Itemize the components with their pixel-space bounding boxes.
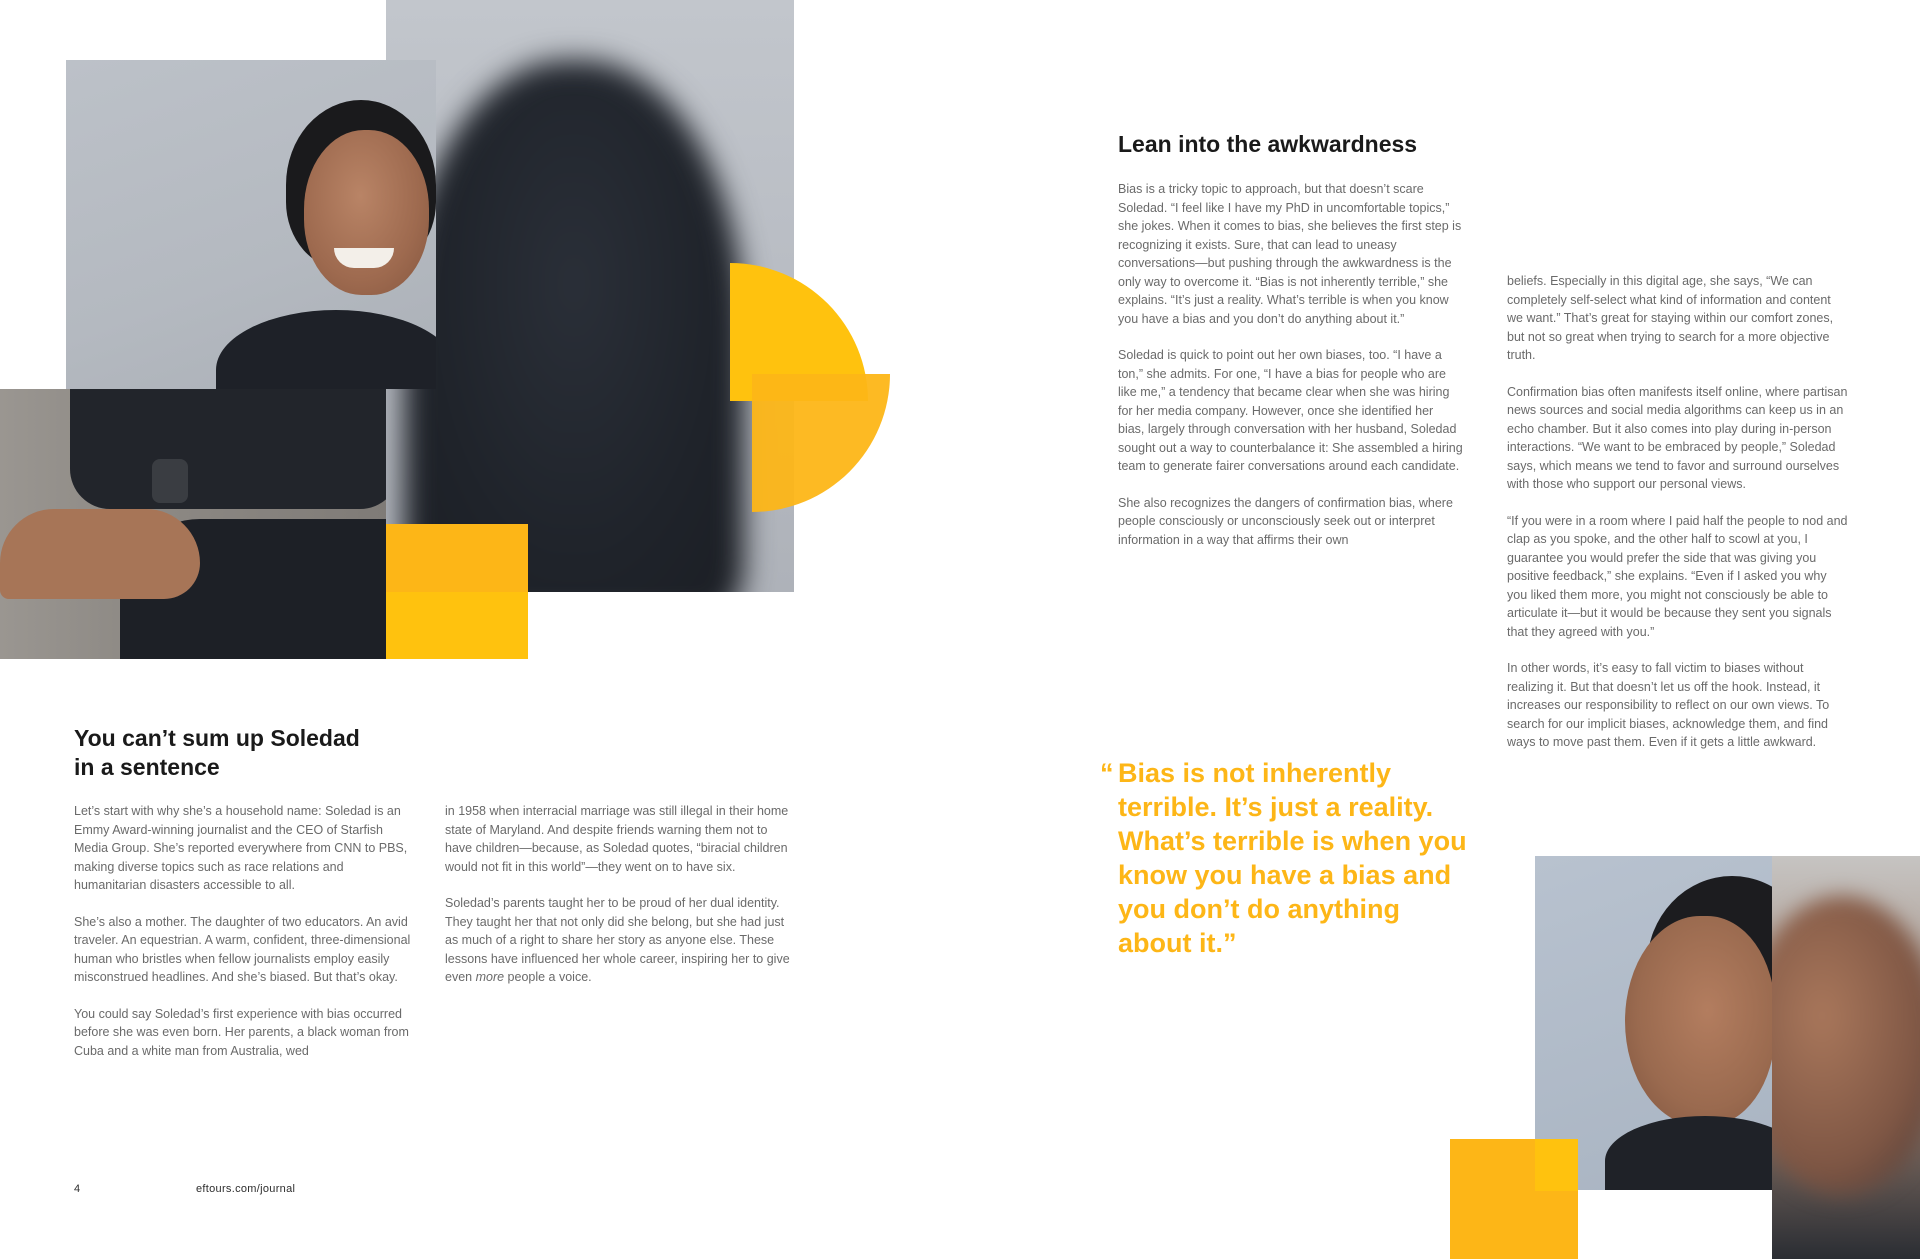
- photo-watch: [152, 459, 188, 503]
- paragraph-text: people a voice.: [504, 970, 592, 984]
- pull-quote: [1100, 756, 1480, 960]
- paragraph: She’s also a mother. The daughter of two educators. An avid traveler. An equestrian. A warm, confident, three-dimensional human who bristles when fellow journalists employ easily misconstrued headlines. And she’s biased. But that’s okay.: [74, 914, 411, 984]
- text-column-right-2: [1507, 272, 1849, 752]
- paragraph: “If you were in a room where I paid half the people to nod and clap as you spoke, and the other half to scowl at you, I guarantee you would prefer the side that was giving you positive feedback,” she explains. “Even if I asked you why you liked them more, you might not consciously be able to articulate it—but it would be because they sent you signals that they agreed with you.”: [1507, 513, 1848, 639]
- paragraph: Bias is a tricky topic to approach, but that doesn’t scare Soledad. “I feel like I have my PhD in uncomfortable topics,” she jokes. When it comes to bias, she believes the first step is recognizing it exists. Sure, that can lead to uneasy conversations—but pushing through the awkwardness is the only way to overcome it. “Bias is not inherently terrible,” she explains. “It’s just a reality. What’s terrible is when you know you have a bias and you don’t do anything about it.”: [1118, 182, 1462, 326]
- heading-line-1: You can’t sum up Soledad: [74, 725, 360, 751]
- paragraph: In other words, it’s easy to fall victim to biases without realizing it. But that doesn’t let us off the hook. Instead, it increases our responsibility to reflect on our own views. To search for our implicit biases, acknowledge them, and find ways to move past them. Even if it gets a little awkward.: [1507, 661, 1830, 749]
- section-heading-left: [74, 724, 404, 782]
- footer-url: eftours.com/journal: [196, 1183, 296, 1195]
- portrait-photo-lower-crop: [0, 389, 386, 659]
- text-column-left-1: [74, 802, 414, 1060]
- blurred-face: [1772, 896, 1920, 1196]
- pull-quote-open-mark: “: [1100, 758, 1114, 788]
- emphasis-text: more: [475, 970, 505, 984]
- photo-arm: [70, 389, 386, 509]
- decor-quarter-circle-bottom: [752, 374, 890, 512]
- decor-yellow-square-overlap: [386, 524, 528, 592]
- photo-body: [216, 310, 436, 389]
- paragraph: Let’s start with why she’s a household name: Soledad is an Emmy Award-winning journalist and the CEO of Starfish Media Group. She’s reported everywhere from CNN to PBS, making diverse topics such as race relations and humanitarian disasters accessible to all.: [74, 804, 408, 892]
- pull-quote-text: Bias is not inherently terrible. It’s just a reality. What’s terrible is when you know you have a bias and you don’t do anything about it.”: [1118, 758, 1467, 958]
- portrait-photo-main: [66, 60, 436, 389]
- paragraph: in 1958 when interracial marriage was still illegal in their home state of Maryland. And despite friends warning them not to have children—because, as Soledad quotes, “biracial children would not fit in this world”—they went on to have six.: [445, 804, 789, 874]
- heading-line-2: in a sentence: [74, 754, 220, 780]
- portrait-photo-right-blurred: [1772, 856, 1920, 1259]
- text-column-right-1: [1118, 180, 1463, 549]
- paragraph: Confirmation bias often manifests itself online, where partisan news sources and social media algorithms can keep us in an echo chamber. But it also comes into play during in-person interactions. “We want to be embraced by people,” Soledad says, which means we tend to favor and surround ourselves with those who support our personal views.: [1507, 384, 1848, 491]
- paragraph: Soledad is quick to point out her own biases, too. “I have a ton,” she admits. For one, “I have a bias for people who are like me,” a tendency that became clear when she was hiring for her media company. However, once she identified her bias, largely through conversation with her husband, Soledad sought out a way to counterbalance it: She assembled a hiring team to generate fairer conversations around each candidate.: [1118, 348, 1463, 473]
- heading-text: Lean into the awkwardness: [1118, 131, 1418, 157]
- blurred-figure: [404, 60, 744, 592]
- paragraph: She also recognizes the dangers of confirmation bias, where people consciously or unconsciously seek out or interpret information in a way that affirms their own: [1118, 495, 1453, 547]
- paragraph: You could say Soledad’s first experience with bias occurred before she was even born. Her parents, a black woman from Cuba and a white man from Australia, wed: [74, 1006, 409, 1058]
- paragraph: [445, 894, 797, 987]
- photo-face: [1625, 916, 1772, 1126]
- page-number: 4: [74, 1183, 81, 1195]
- photo-body: [1605, 1116, 1772, 1190]
- section-heading-right: [1118, 130, 1478, 159]
- photo-hand: [0, 509, 200, 599]
- photo-face: [304, 130, 429, 295]
- text-column-left-2: [445, 802, 797, 987]
- decor-yellow-square-right-overlap: [1535, 1139, 1578, 1191]
- paragraph-text: Soledad’s parents taught her to be proud of her dual identity. They taught her that not only did she belong, but she had just as much of a right to share her story as anyone else. These lessons have influenced her whole career, inspiring her to give even: [445, 896, 790, 984]
- paragraph: beliefs. Especially in this digital age, she says, “We can completely self-select what kind of information and content we want.” That’s great for staying within our comfort zones, but not so great when trying to search for a more objective truth.: [1507, 274, 1834, 362]
